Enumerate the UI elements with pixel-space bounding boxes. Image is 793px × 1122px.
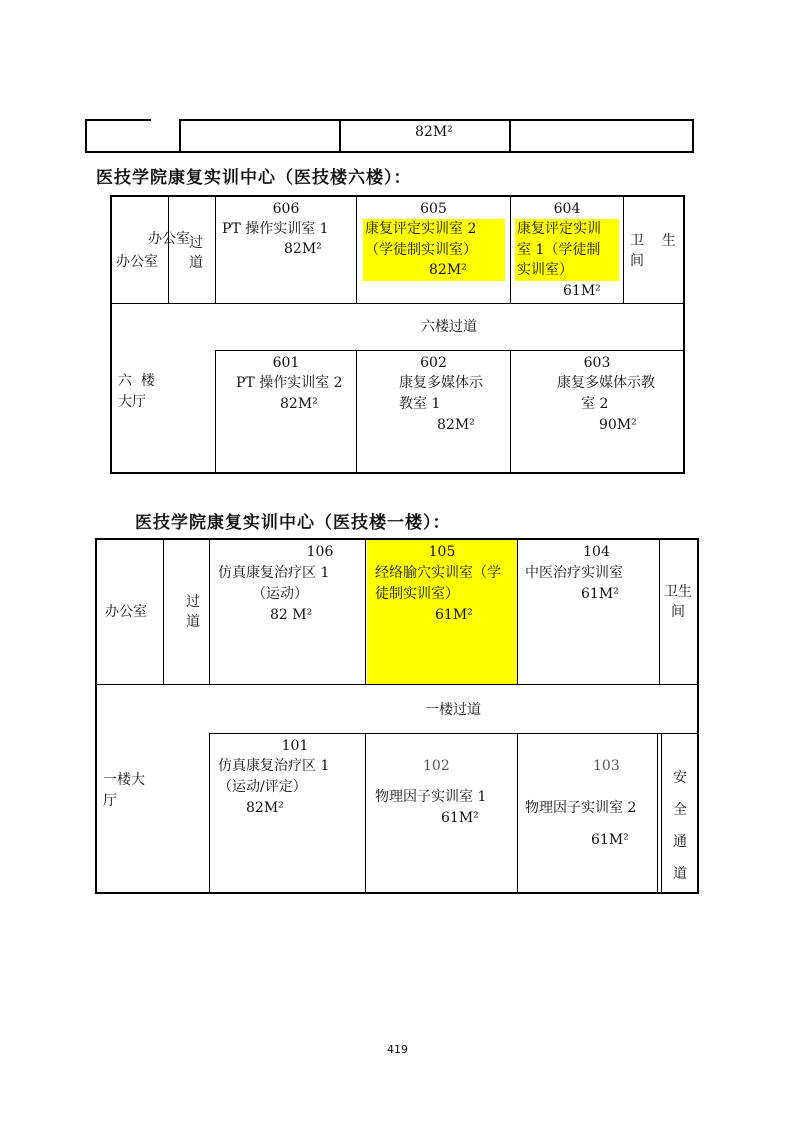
room-606: 606 PT 操作实训室 1 82M²	[222, 201, 329, 257]
room-103: 103 物理因子实训室 2 61M²	[525, 758, 637, 848]
room-105: 105 经络腧穴实训室（学 徒制实训室） 61M²	[367, 540, 517, 684]
office-label-line2: 办公室	[116, 254, 158, 270]
room-605: 605 康复评定实训室 2 （学徒制实训室） 82M²	[357, 197, 510, 303]
top-table-fragment	[85, 119, 694, 153]
lobby-label: 六 楼	[118, 373, 155, 389]
safe-exit-label: 安全通道	[673, 770, 687, 882]
office-label-1f: 办公室	[105, 604, 147, 620]
floor-plan-6th	[110, 195, 685, 474]
office-label: 办公室	[148, 231, 190, 247]
floor-plan-1st	[95, 538, 699, 894]
section-title-6th-floor: 医技学院康复实训中心（医技楼六楼）：	[96, 168, 412, 188]
top-fragment-area: 82M²	[415, 124, 453, 140]
toilet-label-line2: 间	[630, 253, 644, 269]
passage-vertical-label-1f: 过道	[186, 594, 200, 630]
room-601: 601 PT 操作实训室 2 82M²	[236, 355, 343, 412]
lobby-label-line2: 大厅	[118, 394, 146, 410]
room-101: 101 仿真康复治疗区 1 （运动/评定） 82M²	[218, 738, 330, 816]
room-602: 602 康复多媒体示 教室 1 82M²	[399, 355, 483, 433]
toilet-label-1f: 卫生间	[664, 584, 692, 620]
room-604: 604 康复评定实训 室 1（学徒制 实训室） 61M²	[511, 197, 623, 303]
room-603: 603 康复多媒体示教 室 2 90M²	[557, 355, 655, 433]
room-104: 104 中医治疗实训室 61M²	[525, 544, 623, 602]
toilet-label: 卫 生	[630, 233, 676, 249]
page-number: 419	[387, 1043, 408, 1056]
lobby-label-1f-line2: 厅	[103, 793, 117, 809]
lobby-label-1f: 一楼大	[103, 772, 145, 788]
room-106: 106 仿真康复治疗区 1 （运动） 82 M²	[218, 544, 334, 623]
passage-vertical-label: 过道	[189, 235, 203, 271]
section-title-1st-floor: 医技学院康复实训中心（医技楼一楼）：	[135, 513, 451, 533]
corridor-label: 六楼过道	[421, 319, 477, 335]
room-102: 102 物理因子实训室 1 61M²	[375, 758, 487, 826]
corridor-label-1f: 一楼过道	[425, 702, 481, 718]
